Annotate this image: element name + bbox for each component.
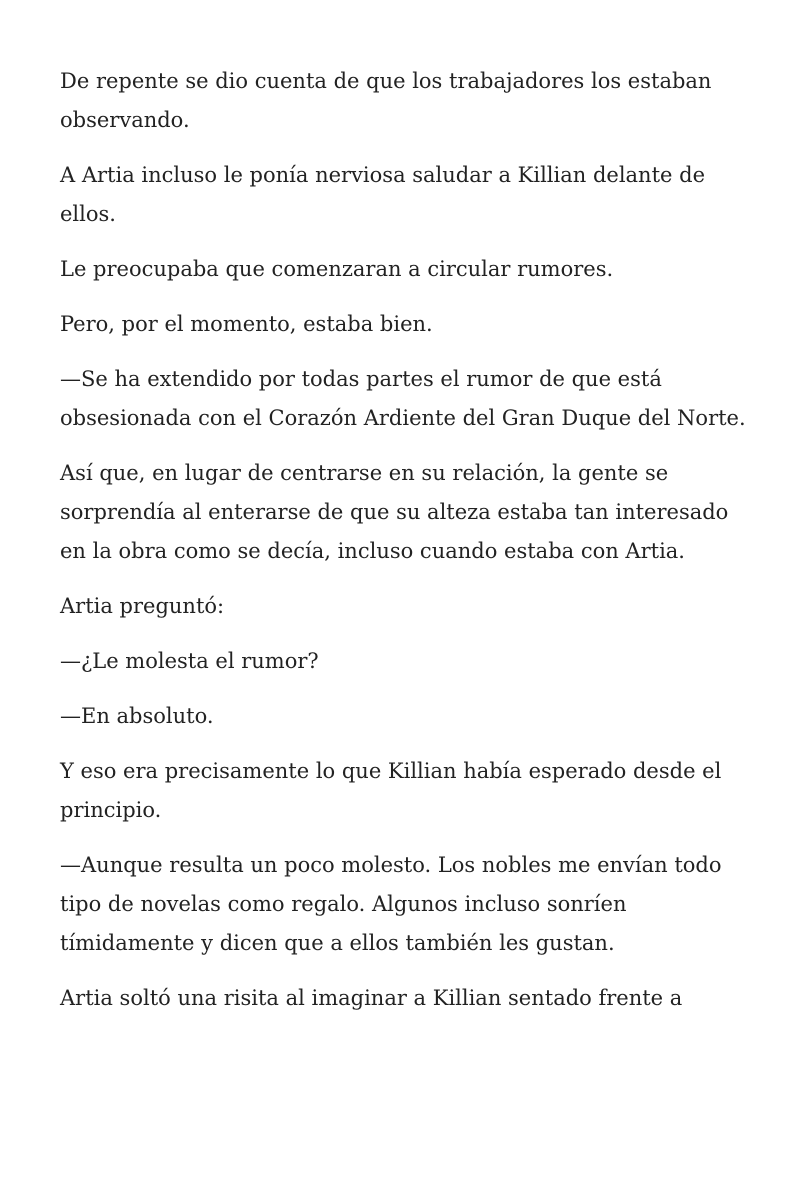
paragraph: Artia preguntó: [60,594,225,618]
paragraph: —En absoluto. [60,704,214,728]
paragraph: —¿Le molesta el rumor? [60,649,319,673]
paragraph: Y eso era precisamente lo que Killian había esperado desde el principio. [60,759,722,822]
paragraph: Así que, en lugar de centrarse en su relación, la gente se sorprendía al enterarse de que su alteza estaba tan interesado en la obra como se decía, incluso cuando estaba con Artia. [60,461,729,563]
reader-page [60,62,750,1034]
paragraph: —Se ha extendido por todas partes el rumor de que está obsesionada con el Corazón Ardiente del Gran Duque del Norte. [60,367,746,430]
paragraph: Pero, por el momento, estaba bien. [60,312,433,336]
paragraph: De repente se dio cuenta de que los trabajadores los estaban observando. [60,69,712,132]
paragraph: A Artia incluso le ponía nerviosa saludar a Killian delante de ellos. [60,163,705,226]
paragraph: Artia soltó una risita al imaginar a Killian sentado frente a [60,986,683,1010]
paragraph: —Aunque resulta un poco molesto. Los nobles me envían todo tipo de novelas como regalo. Algunos incluso sonríen tímidamente y dicen que a ellos también les gustan. [60,853,722,955]
paragraph: Le preocupaba que comenzaran a circular rumores. [60,257,614,281]
